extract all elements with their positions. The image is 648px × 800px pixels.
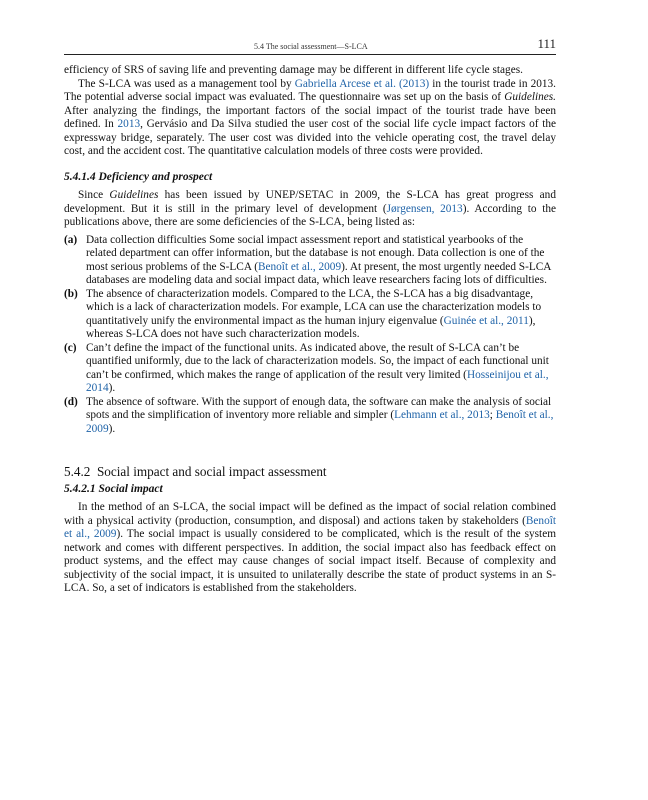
heading-number: 5.4.1.4 <box>64 170 96 183</box>
citation-link[interactable]: Hosseinijou et al., 2014 <box>86 368 549 394</box>
text-run: The absence of characterization models. Compared to the LCA, the S-LCA has a big disadvantage, which is a lack of characterization models. For example, LCA can use the characterization models to quantitatively unify the environmental impact as the human injury eigenvalue ( <box>86 287 542 327</box>
citation-link[interactable]: 2013 <box>117 118 141 130</box>
deficiency-list <box>64 234 556 437</box>
text-run: In the method of an S-LCA, the social impact will be defined as the impact of social relation combined with a physical activity (production, consumption, and disposal) and actions taken by stakeholders ( <box>64 501 556 527</box>
list-item <box>64 288 556 342</box>
text-run: ). According to the publications above, there are some deficiencies of the S-LCA, being listed as: <box>64 202 556 228</box>
heading-title: Social impact and social impact assessment <box>96 464 327 479</box>
list-label: (d) <box>64 395 78 408</box>
text-run: The absence of software. With the support of enough data, the software can make the analysis of social spots and the simplification of inventory more reliable and simpler ( <box>86 395 552 421</box>
text-run: ). <box>108 382 116 394</box>
citation-link[interactable]: Benoît et al., 2009 <box>64 514 556 540</box>
citation-link[interactable]: Gabriella Arcese et al. (2013) <box>294 77 430 90</box>
paragraph-social-impact <box>64 501 556 596</box>
text-run: Data collection difficulties Some social impact assessment report and statistical yearbooks of the related department can offer information, but the database is not enough. Data collection is one of the most serious problems of the S-LCA ( <box>86 233 545 273</box>
subsection-heading-social-impact <box>64 483 556 497</box>
page-number: 111 <box>537 36 556 51</box>
citation-link[interactable]: Benoît et al., 2009 <box>257 260 342 273</box>
subsection-heading-deficiency <box>64 171 556 185</box>
text-run: Since <box>78 189 110 201</box>
heading-title: Social impact <box>98 482 163 495</box>
section-heading-social-impact <box>64 465 556 479</box>
citation-link[interactable]: Lehmann et al., 2013 <box>394 409 490 421</box>
text-run: ). The social impact is usually considered to be complicated, which is the result of the system network and comes with different perspectives. In addition, the social impact also has feedback effect on product systems, and the effect may cause changes of social impact itself. Because of complexity and subjectivity of the social impact, it is unsuited to unilaterally describe the state of product systems in an S-LCA. So, a set of indicators is established from the stakeholders. <box>64 528 556 594</box>
text-run: ; <box>489 409 496 421</box>
paragraph-continued: efficiency of SRS of saving life and preventing damage may be different in different life cycle stages. <box>64 64 523 76</box>
list-label: (b) <box>64 287 78 300</box>
paragraph-deficiency-intro <box>64 189 556 230</box>
guidelines-italic: Guidelines. <box>504 91 556 103</box>
citation-link[interactable]: Jørgensen, 2013 <box>386 202 463 215</box>
guidelines-italic: Guidelines <box>109 189 159 201</box>
list-item <box>64 234 556 288</box>
text-run: After analyzing the findings, the important factors of the social impact of the tourist trade have been defined. In <box>64 104 556 130</box>
citation-link[interactable]: Benoît et al., 2009 <box>86 409 554 435</box>
list-item <box>64 396 556 437</box>
citation-link[interactable]: Guinée et al., 2011 <box>443 314 529 327</box>
list-label: (c) <box>64 341 77 354</box>
text-run: in the tourist trade in 2013. The potential adverse social impact was evaluated. The questionnaire was set up on the basis of <box>64 77 556 103</box>
heading-title: Deficiency and prospect <box>98 170 213 183</box>
text-run: ), whereas S-LCA does not have such characterization models. <box>86 314 536 340</box>
list-label: (a) <box>64 233 78 246</box>
heading-number: 5.4.2 <box>64 464 91 479</box>
text-run: ). At present, the most urgently needed S-LCA databases are modeling data and social impact data, which leave researchers facing lots of difficulties. <box>86 260 551 286</box>
text-run: ). <box>108 422 116 435</box>
page-body <box>64 64 556 596</box>
text-run: has been issued by UNEP/SETAC in 2009, the S-LCA has great progress and development. But it is still in the primary level of development ( <box>64 189 556 215</box>
text-run: Can’t define the impact of the functional units. As indicated above, the result of S-LCA can’t be quantified uniformly, due to the lack of characterization models. So, the impact of each functional unit can’t be confirmed, which makes the range of application of the result very limited ( <box>86 341 549 381</box>
text-run: , Gervásio and Da Silva studied the user cost of the social life cycle impact factors of the expressway bridge, separately. The user cost was divided into the vehicle operating cost, the travel delay cost, and the accident cost. The quantitative calculation models of three costs were provided. <box>64 118 556 157</box>
heading-number: 5.4.2.1 <box>64 482 96 495</box>
paragraph-s-lca-tourism <box>64 78 556 159</box>
running-header <box>64 34 556 55</box>
list-item <box>64 342 556 396</box>
running-title: 5.4 The social assessment—S-LCA <box>254 42 368 51</box>
text-run: The S-LCA was used as a management tool by <box>78 77 295 90</box>
